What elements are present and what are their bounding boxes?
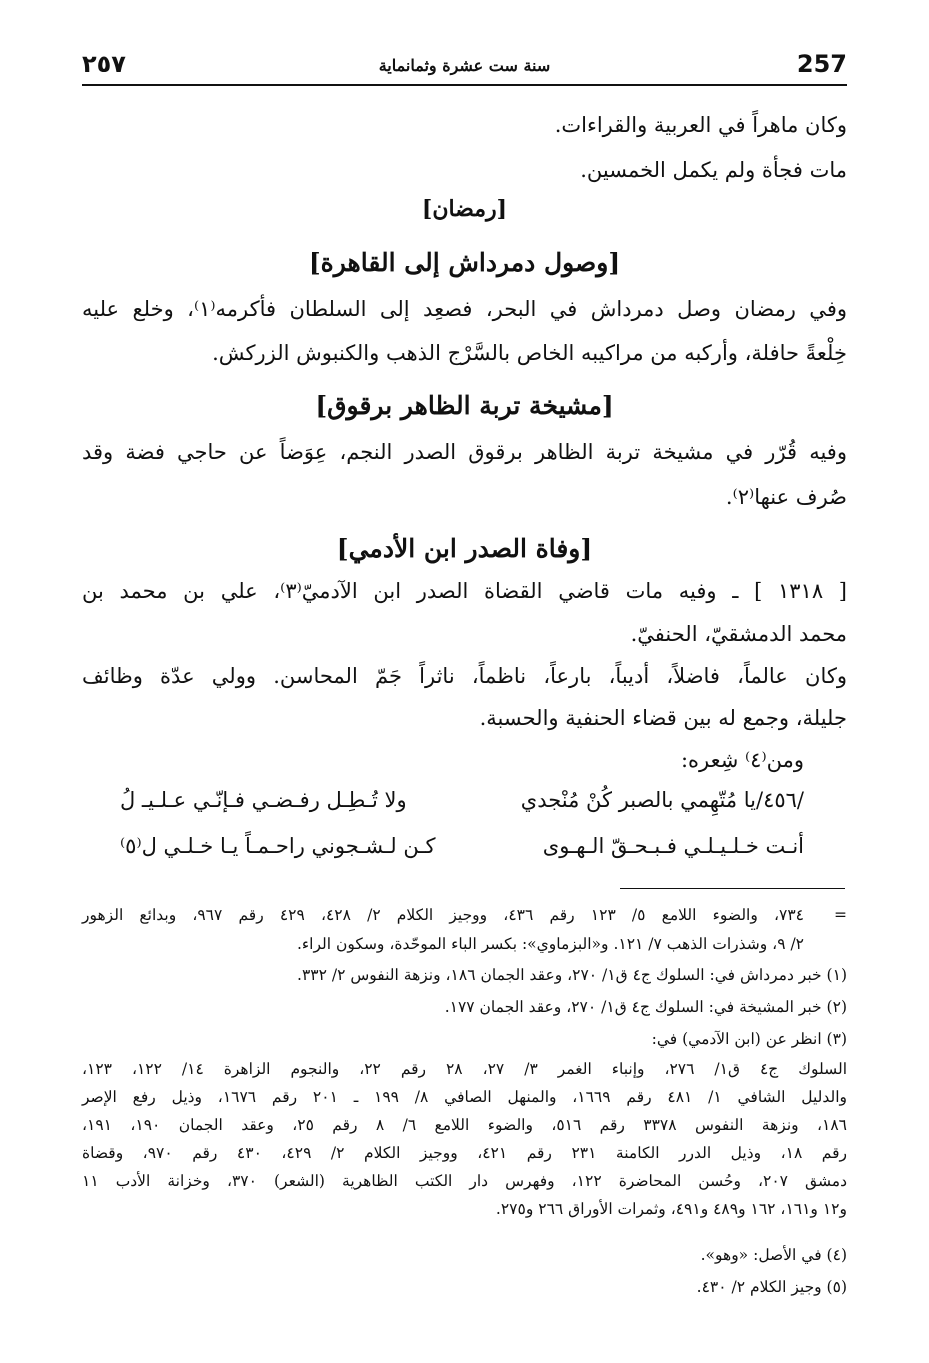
footnote-3: (٣) انظر عن (ابن الآدمي) في: [651, 1030, 847, 1048]
footnote-line: دمشق ٢٠٧، وحُسن المحاضرة ١٢٢، وفهرس دار الكتب الظاهرية (الشعر) ٣٧٠، وخزانة الأدب ١١ [82, 1172, 847, 1190]
footnote-line: السلوك ج٤ ق١/ ٢٧٦، وإنباء الغمر ٣/ ٢٧، ٢٨ رقم ٢٢، والنجوم الزاهرة ١٤/ ١٢٢، ١٢٣، [82, 1060, 848, 1078]
footnote-line: ٢/ ٩، وشذرات الذهب ٧/ ١٢١. و«البزماوي»: بكسر الباء الموحّدة، وسكون الراء. [296, 935, 804, 953]
text-line: مات فجأة ولم يكمل الخمسين. [580, 158, 847, 182]
text-line: خِلْعةً حافلة، وأركبه من مراكيبه الخاص بالسَّرْج الذهب والكنبوش الزركش. [212, 341, 847, 365]
text-line: صُرف عنها⁽٢⁾. [725, 485, 847, 509]
text-line: ومن⁽٤⁾ شِعره: [680, 748, 804, 772]
section-heading: [وفاة الصدر ابن الأدمي] [336, 534, 593, 563]
footnote-2: (٢) خبر المشيخة في: السلوك ج٤ ق١/ ٢٧٠، وعقد الجمان ١٧٧. [444, 998, 847, 1016]
footnote-5: (٥) وجيز الكلام ٢/ ٤٣٠. [696, 1278, 847, 1296]
footnote-continuation-mark: = [834, 906, 847, 924]
footnote-line: والدليل الشافي ١/ ٤٨١ رقم ١٦٦٩، والمنهل الصافي ٨/ ١٩٩ ـ ٢٠١ رقم ١٦٧٦، وذيل رفع الإصر [82, 1088, 847, 1106]
text-line: وفيه قُرّر في مشيخة تربة الظاهر برقوق الصدر النجم، عِوَضاً عن حاجي فضة وقد [82, 440, 847, 464]
text-line: وفي رمضان وصل دمرداش في البحر، فصعِد إلى السلطان فأكرمه⁽١⁾، وخلع عليه [82, 297, 847, 321]
text-line: محمد الدمشقيّ، الحنفيّ. [630, 622, 847, 646]
page-number-arabic: ٢٥٧ [82, 50, 126, 78]
footnote-4: (٤) في الأصل: «وهو». [700, 1246, 847, 1264]
section-heading: [وصول دمرداش إلى القاهرة] [308, 248, 621, 277]
verse-hemistich: /٤٥٦/يا مُتّهِمي بالصبر كُنْ مُنْجدي [520, 788, 804, 812]
text-line: وكان ماهراً في العربية والقراءات. [554, 113, 847, 137]
footnote-separator [620, 888, 845, 889]
footnote-line: رقم ١٨، وذيل الدرر الكامنة ٢٣١ رقم ٤٢١، ووجيز الكلام ٢/ ٤٢٩، ٤٣٠ رقم ٩٧٠، وقضاة [82, 1144, 848, 1162]
section-heading: [مشيخة تربة الظاهر برقوق] [315, 391, 614, 420]
text-line: جليلة، وجمع له بين قضاء الحنفية والحسبة. [479, 706, 847, 730]
verse-hemistich: أنـت خـلـيـلـي فـبـحـقّ الـهـوى [542, 834, 804, 858]
page-header [82, 50, 847, 86]
footnote-line: و١٢ و١٦١، ١٦٢ و٤٨٩ و٤٩١، وثمرات الأوراق ٢٦٦ و٢٧٥. [495, 1200, 847, 1218]
month-heading: [رمضان] [421, 196, 508, 222]
footnote-line: ١٨٦، ونزهة النفوس ٣٣٧٨ رقم ٥١٦، والضوء اللامع ٦/ ٨ رقم ٢٥، وعقد الجمان ١٩٠، ١٩١، [82, 1116, 847, 1134]
running-title: سنة ست عشرة وثمانماية [378, 56, 551, 75]
text-line: [ ١٣١٨ ] ـ وفيه مات قاضي القضاة الصدر ابن الآدميّ⁽٣⁾، علي بن محمد بن [82, 579, 847, 603]
footnote-line: ٧٣٤، والضوء اللامع ٥/ ١٢٣ رقم ٤٣٦، ووجيز الكلام ٢/ ٤٢٨، ٤٢٩ رقم ٩٦٧، وبدائع الزهور [82, 906, 804, 924]
page-number-latin: 257 [796, 50, 847, 78]
verse-hemistich: كـن لـشـجوني راحـمـاً يـا خـلـي ل⁽٥⁾ [120, 834, 436, 858]
footnote-1: (١) خبر دمرداش في: السلوك ج٤ ق١/ ٢٧٠، وعقد الجمان ١٨٦، ونزهة النفوس ٢/ ٣٣٢. [297, 966, 847, 984]
verse-hemistich: ولا تُـطِـل رفـضـي فـإنّـي عـلـيـ لُ [120, 788, 407, 812]
text-line: وكان عالماً، فاضلاً، أديباً، بارعاً، ناظماً، ناثراً جَمّ المحاسن. وولي عدّة وظائف [82, 664, 847, 688]
